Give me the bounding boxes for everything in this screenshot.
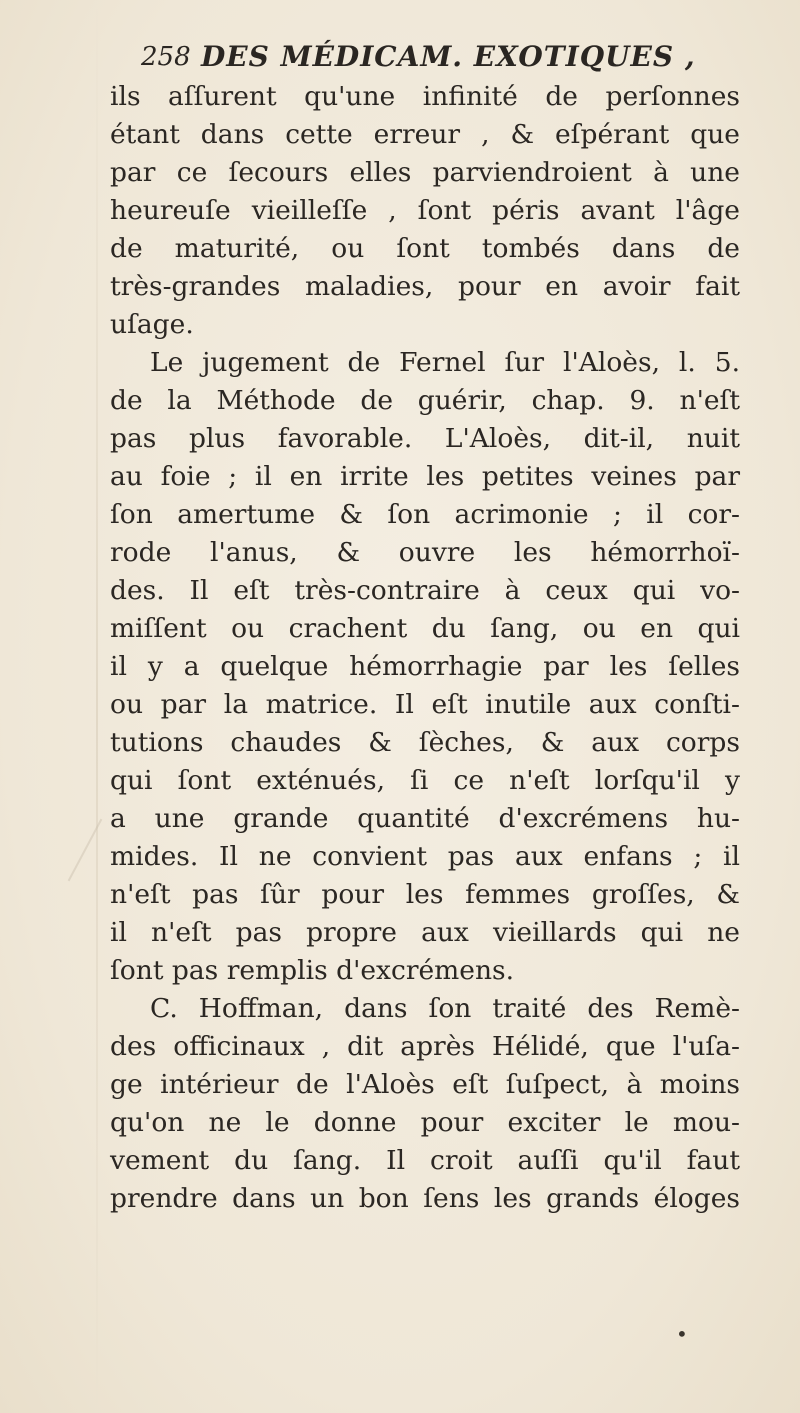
text-line: de la Méthode de guérir, chap. 9. n'eſt [110,385,740,416]
text-line: des. Il eſt très-contraire à ceux qui vo- [110,575,740,606]
text-line: tutions chaudes & ſèches, & aux corps [110,727,740,758]
text-line: heureuſe vieilleſſe , ſont péris avant l'âge [110,195,740,226]
text-line: prendre dans un bon ſens les grands éloges [110,1183,740,1214]
text-line: rode l'anus, & ouvre les hémorrhoï- [110,537,740,568]
text-line: a une grande quantité d'excrémens hu- [110,803,740,834]
text-line: qui ſont exténués, ſi ce n'eſt lorſqu'il y [110,765,740,796]
bottom-ink-mark: • [676,1322,688,1346]
text-line: miſſent ou crachent du ſang, ou en qui [110,613,740,644]
paragraph-start-fernel: Le jugement de Fernel ſur l'Aloès, l. 5. [150,347,740,378]
text-line: il n'eſt pas propre aux vieillards qui ne [110,917,740,948]
text-line: étant dans cette erreur , & eſpérant que [110,119,740,150]
text-line: ſont pas remplis d'excrémens. [110,955,515,986]
text-line: vement du ſang. Il croit auſſi qu'il faut [110,1145,740,1176]
text-line: des officinaux , dit après Hélidé, que l'uſa- [110,1031,740,1062]
paragraph-start-hoffman: C. Hoffman, dans ſon traité des Remè- [150,993,740,1024]
text-line: de maturité, ou ſont tombés dans de [110,233,740,264]
text-line: qu'on ne le donne pour exciter le mou- [110,1107,740,1138]
text-line: n'eſt pas ſûr pour les femmes groſſes, & [110,879,740,910]
text-line: ge intérieur de l'Aloès eſt ſuſpect, à moins [110,1069,740,1100]
text-line: il y a quelque hémorrhagie par les ſelles [110,651,740,682]
text-line: mides. Il ne convient pas aux enfans ; il [110,841,740,872]
page-header [141,38,741,78]
text-line: ils aſſurent qu'une infinité de perſonnes [110,81,740,112]
text-line: très-grandes maladies, pour en avoir fait [110,271,740,302]
text-line: par ce ſecours elles parviendroient à une [110,157,740,188]
page-number: 258 [141,42,191,72]
text-line: au foie ; il en irrite les petites veines par [110,461,740,492]
page-fold-shadow [96,0,98,1413]
text-line: pas plus favorable. L'Aloès, dit-il, nuit [110,423,740,454]
text-line: ou par la matrice. Il eſt inutile aux conſti- [110,689,740,720]
running-title: DES MÉDICAM. EXOTIQUES , [201,40,696,73]
text-line: ſon amertume & ſon acrimonie ; il cor- [110,499,740,530]
text-line: uſage. [110,309,194,340]
